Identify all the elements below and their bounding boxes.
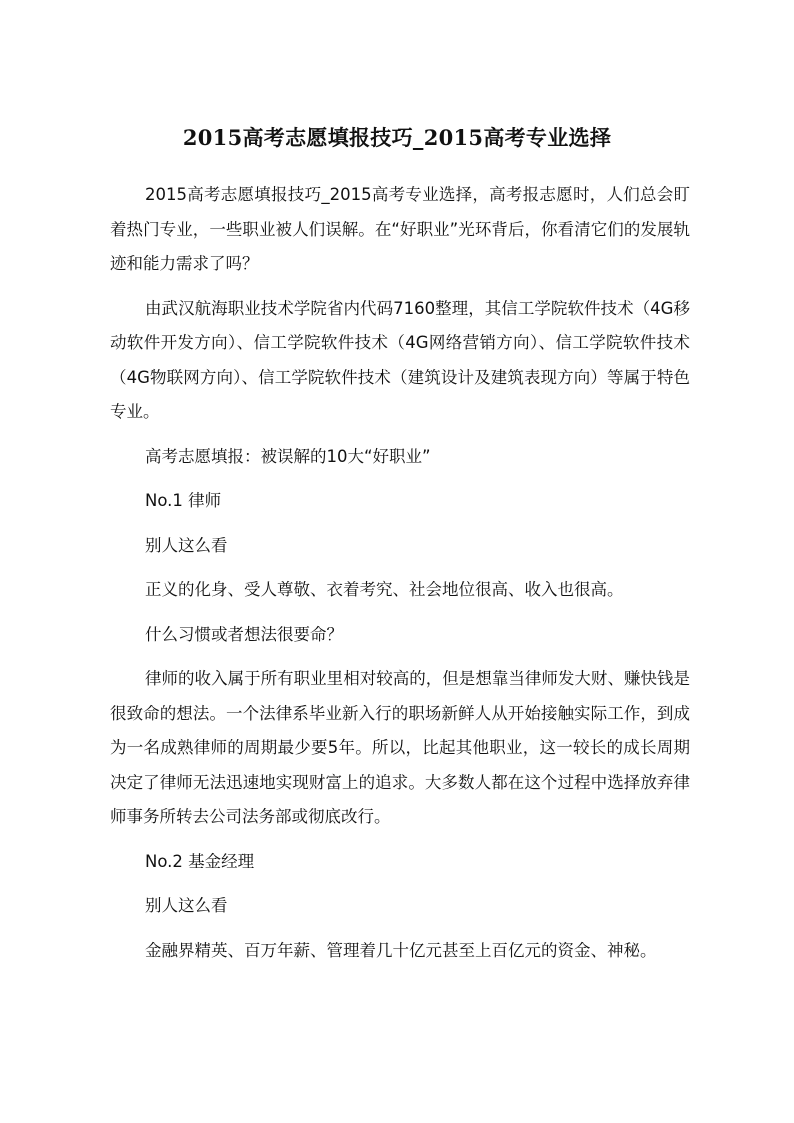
document-title: 2015高考志愿填报技巧_2015高考专业选择 (182, 125, 612, 150)
fund-manager-perception-text: 金融界精英、百万年薪、管理着几十亿元甚至上百亿元的资金、神秘。 (145, 940, 657, 960)
item-heading-fund-manager: No.2 基金经理 (145, 851, 255, 871)
lawyer-detail-paragraph: 律师的收入属于所有职业里相对较高的，但是想靠当律师发大财、赚快钱是很致命的想法。一个法律系毕业新入行的职场新鲜人从开始接触实际工作，到成为一名成熟律师的周期最少要5年。所以，比起其他职业，这一较长的成长周期决定了律师无法迅速地实现财富上的追求。大多数人都在这个过程中选择放弃律师事务所转去公司法务部或彻底改行。 (110, 669, 690, 826)
lawyer-perception-text: 正义的化身、受人尊敬、衣着考究、社会地位很高、收入也很高。 (145, 580, 624, 599)
section-heading: 高考志愿填报：被误解的10大“好职业” (145, 446, 431, 466)
item-heading-lawyer: No.1 律师 (145, 491, 222, 510)
subheading-others-view-2: 别人这么看 (145, 896, 228, 915)
school-paragraph: 由武汉航海职业技术学院省内代码7160整理，其信工学院软件技术（4G移动软件开发方向）、信工学院软件技术（4G网络营销方向）、信工学院软件技术（4G物联网方向）、信工学院软件技术（建筑设计及建筑表现方向）等属于特色专业。 (110, 298, 690, 421)
subheading-others-view: 别人这么看 (145, 535, 228, 555)
document-body (110, 178, 690, 978)
intro-paragraph: 2015高考志愿填报技巧_2015高考专业选择，高考报志愿时，人们总会盯着热门专业，一些职业被人们误解。在“好职业”光环背后，你看清它们的发展轨迹和能力需求了吗？ (110, 185, 690, 273)
subheading-fatal-habits: 什么习惯或者想法很要命？ (145, 624, 343, 644)
